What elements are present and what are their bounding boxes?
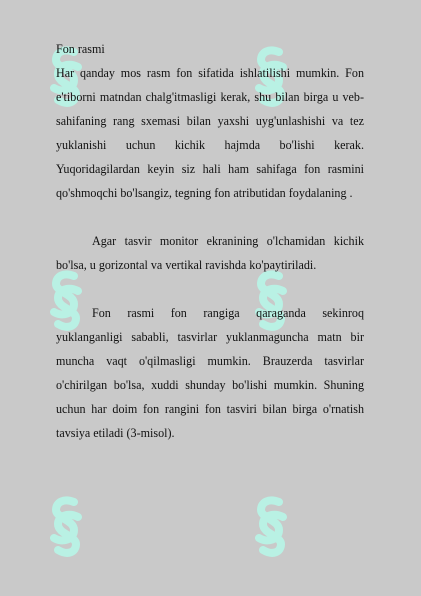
paragraph-2: Agar tasvir monitor ekranining o'lchamidan kichik bo'lsa, u gorizontal va vertikal ravishda ko'paytiriladi.	[56, 234, 364, 272]
document-text	[56, 37, 364, 445]
section-heading: Fon rasmi	[56, 42, 105, 56]
paragraph-1: Har qanday mos rasm fon sifatida ishlatilishi mumkin. Fon e'tiborni matndan chalg'itmasligi kerak, shu bilan birga u veb-sahifaning rang sxemasi bilan yaxshi uyg'unlashishi va tez yuklanishi uchun kichik hajmda bo'lishi kerak. Yuqoridagilardan keyin siz hali ham sahifaga fon rasmini qo'shmoqchi bo'lsangiz, tegning fon atributidan foydalaning .	[56, 66, 364, 200]
paragraph-gap	[56, 205, 364, 229]
paragraph-3: Fon rasmi fon rangiga qaraganda sekinroq yuklanganligi sababli, tasvirlar yuklanmaguncha matn bir muncha vaqt o'qilmasligi mumkin. Brauzerda tasvirlar o'chirilgan bo'lsa, xuddi shunday bo'lishi mumkin. Shuning uchun har doim fon rangini fon tasviri bilan birga o'rnatish tavsiya etiladi (3-misol).	[56, 306, 364, 440]
paragraph-gap	[56, 277, 364, 301]
section-sign-icon	[44, 492, 88, 562]
section-sign-icon	[249, 492, 293, 562]
